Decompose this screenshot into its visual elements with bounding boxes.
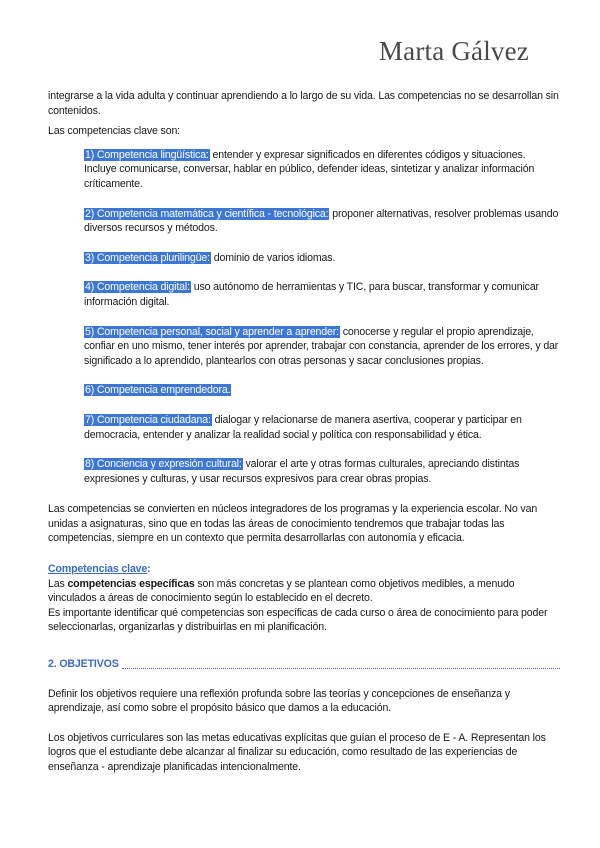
list-item <box>84 383 560 398</box>
objetivos-paragraph-2: Los objetivos curriculares son las metas educativas explícitas que guían el proceso de E - A. Representan los logros que el estudiante debe alcanzar al finalizar su educación, como resultado de las experiencias de enseñanza - aprendizaje planificadas intencionalmente. <box>48 731 546 773</box>
list-item <box>84 413 560 442</box>
competencia-title: 1) Competencia lingüística: <box>85 148 209 161</box>
competencia-desc: entender y expresar significados en diferentes códigos y situaciones. Incluye comunicarse, conversar, hablar en público, defender ideas, sintetizar y analizar información críticamente. <box>84 148 535 190</box>
competencias-clave-link[interactable]: Competencias clave <box>48 563 148 576</box>
competencia-title: 4) Competencia digital: <box>85 281 190 294</box>
list-item <box>84 148 560 192</box>
list-item <box>84 207 560 236</box>
objetivos-paragraph-1: Definir los objetivos requiere una reflexión profunda sobre las teorías y concepciones de enseñanza y aprendizaje, así como sobre el propósito básico que damos a la educación. <box>48 687 510 715</box>
integradores-paragraph: Las competencias se convierten en núcleos integradores de los programas y la experiencia escolar. No van unidas a asignaturas, sino que en todas las áreas de conocimiento tendremos que trabajar todas las competencias, siempre en un contexto que permita desarrollarlas con autonomía y eficacia. <box>48 503 538 545</box>
competencia-desc: dominio de varios idiomas. <box>210 251 336 264</box>
section-title: 2. OBJETIVOS <box>48 658 119 671</box>
competencia-desc: dialogar y relacionarse de manera asertiva, cooperar y participar en democracia, entender y analizar la realidad social y política con responsabilidad y ética. <box>84 413 522 441</box>
competencia-title: 3) Competencia plurilingüe: <box>85 251 210 264</box>
competencia-title: 5) Competencia personal, social y aprender a aprender: <box>85 325 339 338</box>
competencia-title: 8) Conciencia y expresión cultural: <box>85 458 242 471</box>
intro-paragraph: integrarse a la vida adulta y continuar aprendiendo a lo largo de su vida. Las competencias no se desarrollan sin contenidos. <box>48 90 559 117</box>
competencia-title: 7) Competencia ciudadana: <box>85 413 211 426</box>
list-item <box>84 457 560 486</box>
section-heading-objetivos <box>48 657 560 672</box>
document-body <box>48 89 560 775</box>
competencias-lead: Las competencias clave son: <box>48 125 180 138</box>
competencia-desc: uso autónomo de herramientas y TIC, para buscar, transformar y comunicar información digital. <box>84 281 539 308</box>
list-item <box>84 280 560 309</box>
competencia-title: 6) Competencia emprendedora. <box>85 384 231 397</box>
dotted-leader <box>122 668 560 669</box>
competencias-clave-heading: Competencias clave: <box>48 563 151 576</box>
competencia-desc: valorar el arte y otras formas culturales, apreciando distintas expresiones y culturas, y usar recursos expresivos para crear obras propias. <box>84 458 520 485</box>
author-header: Marta Gálvez <box>378 36 529 66</box>
list-item <box>84 251 560 266</box>
competencias-list <box>84 148 560 487</box>
competencia-desc: proponer alternativas, resolver problemas usando diversos recursos y métodos. <box>84 207 559 235</box>
especificas-paragraph-2: Es importante identificar qué competencias son específicas de cada curso o área de conocimiento para poder seleccionarlas, organizarlas y distribuirlas en mi planificación. <box>48 606 548 634</box>
list-item <box>84 325 560 369</box>
especificas-paragraph: Las competencias específicas son más concretas y se plantean como objetivos medibles, a menudo vinculados a áreas de conocimiento según lo establecido en el decreto. <box>48 577 515 605</box>
especificas-bold: competencias específicas <box>67 577 195 590</box>
competencia-title: 2) Competencia matemática y científica - tecnológica: <box>85 207 329 220</box>
competencia-desc: conocerse y regular el propio aprendizaje, confiar en uno mismo, tener interés por aprender, trabajar con constancia, aprender de los errores, y dar significado a lo aprendido, plantearlos con otras personas y sacar conclusiones propias. <box>84 325 559 367</box>
